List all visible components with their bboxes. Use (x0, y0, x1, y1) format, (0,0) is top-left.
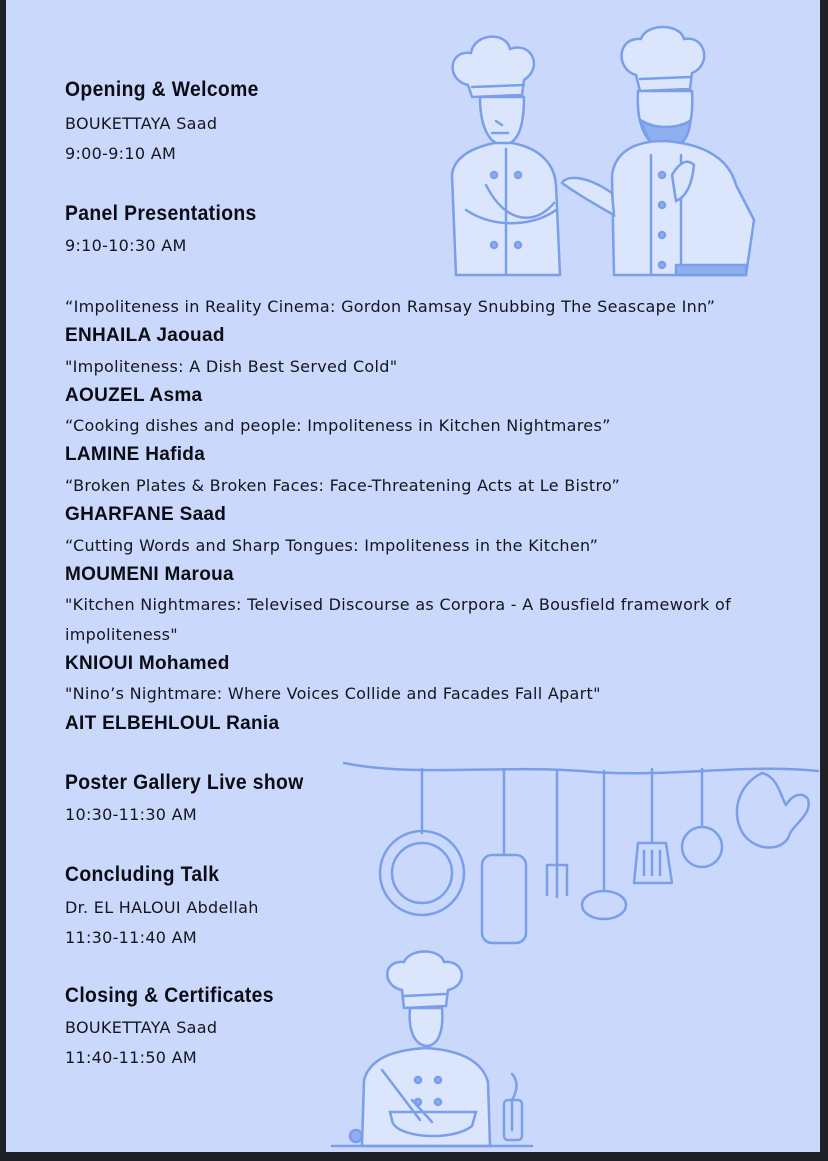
panel-heading: Panel Presentations (65, 202, 257, 225)
concluding-time: 11:30-11:40 AM (65, 928, 198, 947)
talk-title: "Nino’s Nightmare: Where Voices Collide and Facades Fall Apart" (65, 684, 601, 703)
talk-title: "Impoliteness: A Dish Best Served Cold" (65, 357, 398, 376)
program-page (6, 0, 820, 1152)
talk-speaker: LAMINE Hafida (65, 444, 206, 465)
talk-speaker: ENHAILA Jaouad (65, 325, 225, 346)
closing-time: 11:40-11:50 AM (65, 1048, 198, 1067)
closing-heading: Closing & Certificates (65, 984, 274, 1007)
concluding-heading: Concluding Talk (65, 863, 220, 886)
talk-speaker: AOUZEL Asma (65, 385, 203, 406)
poster-heading: Poster Gallery Live show (65, 771, 304, 794)
talk-speaker: GHARFANE Saad (65, 504, 227, 525)
talk-speaker: KNIOUI Mohamed (65, 653, 230, 674)
closing-speaker: BOUKETTAYA Saad (65, 1018, 218, 1037)
talk-speaker: AIT ELBEHLOUL Rania (65, 713, 280, 734)
poster-time: 10:30-11:30 AM (65, 805, 198, 824)
talk-title: “Cutting Words and Sharp Tongues: Impoliteness in the Kitchen” (65, 536, 599, 555)
talk-title: “Cooking dishes and people: Impoliteness in Kitchen Nightmares” (65, 416, 611, 435)
concluding-speaker: Dr. EL HALOUI Abdellah (65, 898, 259, 917)
talk-title: “Broken Plates & Broken Faces: Face-Threatening Acts at Le Bistro” (65, 476, 621, 495)
chef-whisking-illustration (322, 950, 542, 1152)
talk-speaker: MOUMENI Maroua (65, 564, 234, 585)
talk-title: "Kitchen Nightmares: Televised Discourse as Corpora - A Bousfield framework of impoliteness" (65, 595, 732, 644)
kitchen-utensils-illustration (342, 755, 820, 955)
opening-heading: Opening & Welcome (65, 78, 259, 101)
opening-speaker: BOUKETTAYA Saad (65, 114, 218, 133)
two-chefs-illustration (436, 25, 776, 280)
panel-time: 9:10-10:30 AM (65, 236, 187, 255)
opening-time: 9:00-9:10 AM (65, 144, 177, 163)
talk-title: “Impoliteness in Reality Cinema: Gordon Ramsay Snubbing The Seascape Inn” (65, 297, 716, 316)
